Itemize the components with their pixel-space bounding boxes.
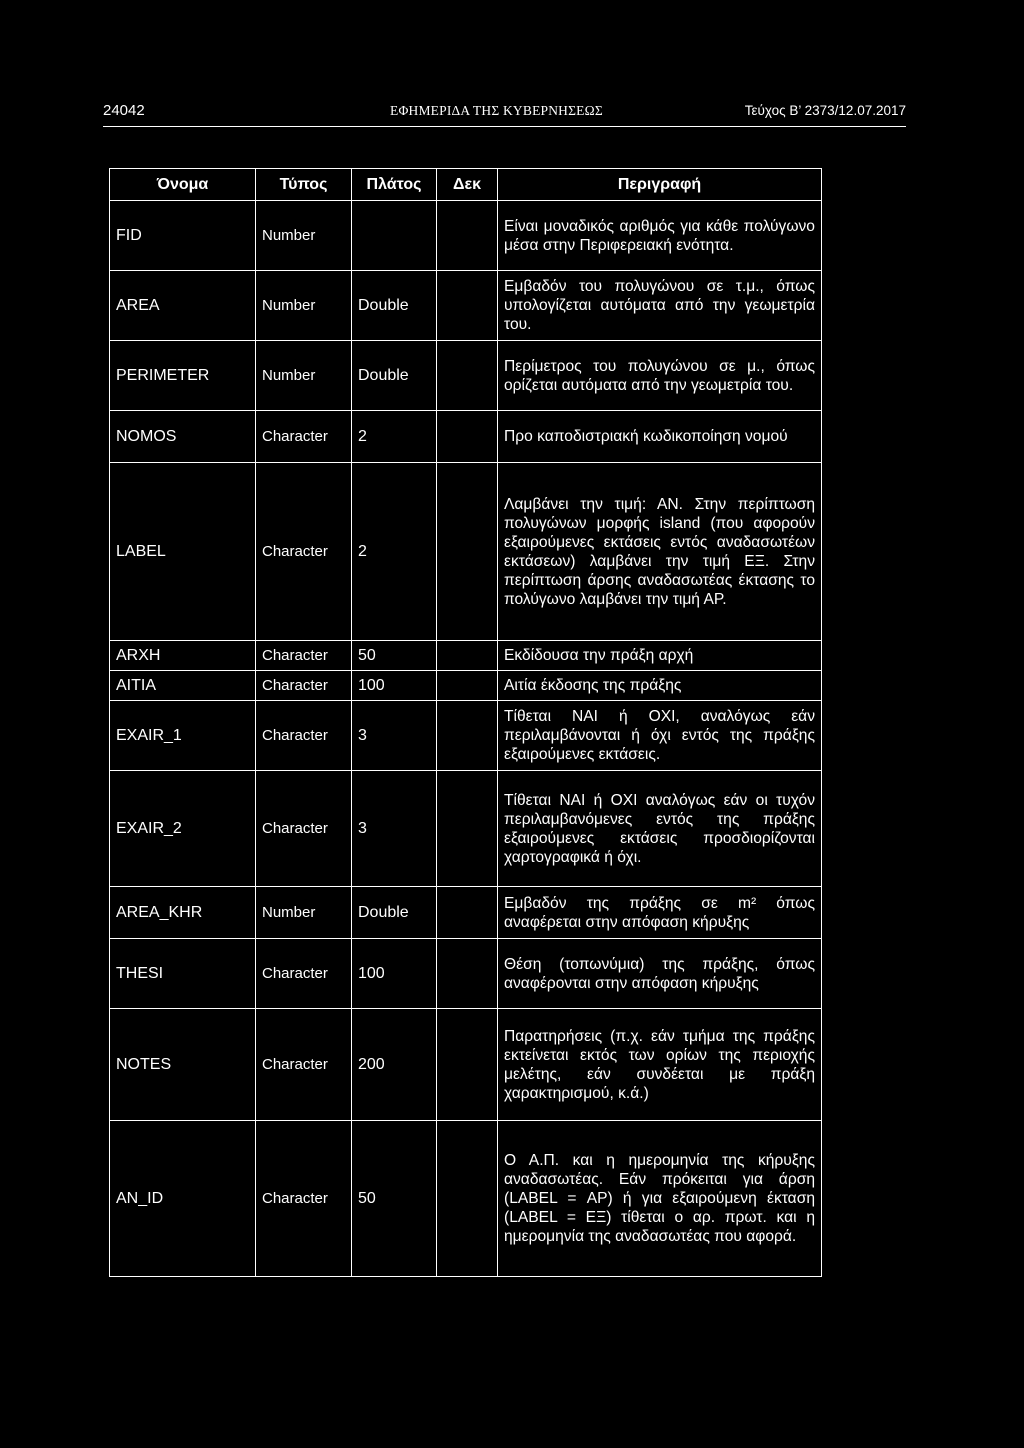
field-decimals bbox=[437, 939, 498, 1009]
table-row bbox=[110, 887, 822, 939]
field-type: Character bbox=[256, 939, 352, 1009]
field-decimals bbox=[437, 671, 498, 701]
column-header-width: Πλάτος bbox=[352, 169, 437, 201]
field-description: Θέση (τοπωνύμια) της πράξης, όπως αναφέρονται στην απόφαση κήρυξης bbox=[498, 939, 822, 1009]
table-row bbox=[110, 411, 822, 463]
field-type: Number bbox=[256, 887, 352, 939]
table-row bbox=[110, 939, 822, 1009]
table-row bbox=[110, 671, 822, 701]
table-row bbox=[110, 341, 822, 411]
field-description: Τίθεται ΝΑΙ ή ΟΧΙ αναλόγως εάν οι τυχόν περιλαμβανόμενες εντός της πράξης εξαιρούμενες εκτάσεις προσδιορίζονται χαρτογραφικά ή όχι. bbox=[498, 771, 822, 887]
field-name: EXAIR_2 bbox=[110, 771, 256, 887]
table-row bbox=[110, 771, 822, 887]
field-name: ARXH bbox=[110, 641, 256, 671]
page-header bbox=[103, 100, 906, 127]
field-description: Προ καποδιστριακή κωδικοποίηση νομού bbox=[498, 411, 822, 463]
field-name: AITIA bbox=[110, 671, 256, 701]
table-row bbox=[110, 1121, 822, 1277]
field-type: Character bbox=[256, 771, 352, 887]
field-type: Character bbox=[256, 463, 352, 641]
field-width: 100 bbox=[352, 671, 437, 701]
field-type: Character bbox=[256, 1009, 352, 1121]
field-decimals bbox=[437, 411, 498, 463]
field-description: Περίμετρος του πολυγώνου σε μ., όπως ορίζεται αυτόματα από την γεωμετρία του. bbox=[498, 341, 822, 411]
field-width: 2 bbox=[352, 411, 437, 463]
field-width: Double bbox=[352, 341, 437, 411]
field-type: Number bbox=[256, 201, 352, 271]
field-width: 200 bbox=[352, 1009, 437, 1121]
field-name: NOTES bbox=[110, 1009, 256, 1121]
column-header-name: Όνομα bbox=[110, 169, 256, 201]
field-description: Εκδίδουσα την πράξη αρχή bbox=[498, 641, 822, 671]
field-decimals bbox=[437, 463, 498, 641]
field-width: 3 bbox=[352, 701, 437, 771]
field-name: PERIMETER bbox=[110, 341, 256, 411]
field-width bbox=[352, 201, 437, 271]
field-name: AN_ID bbox=[110, 1121, 256, 1277]
page-number: 24042 bbox=[103, 102, 145, 119]
column-header-description: Περιγραφή bbox=[498, 169, 822, 201]
field-type: Character bbox=[256, 641, 352, 671]
field-width: 2 bbox=[352, 463, 437, 641]
issue-reference: Τεύχος Β’ 2373/12.07.2017 bbox=[744, 103, 906, 118]
table-row bbox=[110, 463, 822, 641]
field-name: LABEL bbox=[110, 463, 256, 641]
field-decimals bbox=[437, 887, 498, 939]
field-description: Παρατηρήσεις (π.χ. εάν τμήμα της πράξης εκτείνεται εκτός των ορίων της περιοχής μελέτης, εάν συνδέεται με πράξη χαρακτηρισμού, κ.ά.) bbox=[498, 1009, 822, 1121]
table-row bbox=[110, 641, 822, 671]
field-name: AREA bbox=[110, 271, 256, 341]
field-type: Character bbox=[256, 671, 352, 701]
field-width: 100 bbox=[352, 939, 437, 1009]
field-decimals bbox=[437, 1009, 498, 1121]
field-description: Ο Α.Π. και η ημερομηνία της κήρυξης αναδασωτέας. Εάν πρόκειται για άρση (LABEL = ΑΡ) ή για εξαιρούμενη έκταση (LABEL = ΕΞ) τίθεται ο αρ. πρωτ. και η ημερομηνία της αναδασωτέας που αφορά. bbox=[498, 1121, 822, 1277]
field-type: Number bbox=[256, 341, 352, 411]
field-width: 3 bbox=[352, 771, 437, 887]
field-description: Λαμβάνει την τιμή: ΑΝ. Στην περίπτωση πολυγώνων μορφής island (που αφορούν εξαιρούμενες εκτάσεις εντός αναδασωτέων εκτάσεων) λαμβάνει την τιμή ΕΞ. Στην περίπτωση άρσης αναδασωτέας έκτασης το πολύγωνο λαμβάνει την τιμή ΑΡ. bbox=[498, 463, 822, 641]
field-name: NOMOS bbox=[110, 411, 256, 463]
field-name: FID bbox=[110, 201, 256, 271]
table-row bbox=[110, 271, 822, 341]
field-description: Εμβαδόν της πράξης σε m² όπως αναφέρεται στην απόφαση κήρυξης bbox=[498, 887, 822, 939]
column-header-type: Τύπος bbox=[256, 169, 352, 201]
field-width: Double bbox=[352, 271, 437, 341]
field-width: 50 bbox=[352, 1121, 437, 1277]
field-type: Character bbox=[256, 411, 352, 463]
table-row bbox=[110, 1009, 822, 1121]
field-type: Number bbox=[256, 271, 352, 341]
field-description: Τίθεται ΝΑΙ ή ΟΧΙ, αναλόγως εάν περιλαμβάνονται ή όχι εντός της πράξης εξαιρούμενες εκτάσεις. bbox=[498, 701, 822, 771]
table-row bbox=[110, 201, 822, 271]
field-width: Double bbox=[352, 887, 437, 939]
field-decimals bbox=[437, 771, 498, 887]
field-decimals bbox=[437, 271, 498, 341]
table-header-row bbox=[110, 169, 822, 201]
field-name: AREA_KHR bbox=[110, 887, 256, 939]
table-row bbox=[110, 701, 822, 771]
gazette-title: ΕΦΗΜΕΡΙΔΑ ΤΗΣ ΚΥΒΕΡΝΗΣΕΩΣ bbox=[390, 103, 603, 118]
field-decimals bbox=[437, 641, 498, 671]
field-decimals bbox=[437, 701, 498, 771]
field-name: EXAIR_1 bbox=[110, 701, 256, 771]
field-decimals bbox=[437, 341, 498, 411]
field-decimals bbox=[437, 201, 498, 271]
field-decimals bbox=[437, 1121, 498, 1277]
field-width: 50 bbox=[352, 641, 437, 671]
field-description: Αιτία έκδοσης της πράξης bbox=[498, 671, 822, 701]
field-type: Character bbox=[256, 1121, 352, 1277]
field-name: THESI bbox=[110, 939, 256, 1009]
column-header-decimals: Δεκ bbox=[437, 169, 498, 201]
field-description: Είναι μοναδικός αριθμός για κάθε πολύγωνο μέσα στην Περιφερειακή ενότητα. bbox=[498, 201, 822, 271]
field-definitions-table bbox=[109, 168, 822, 1277]
field-description: Εμβαδόν του πολυγώνου σε τ.μ., όπως υπολογίζεται αυτόματα από την γεωμετρία του. bbox=[498, 271, 822, 341]
field-type: Character bbox=[256, 701, 352, 771]
